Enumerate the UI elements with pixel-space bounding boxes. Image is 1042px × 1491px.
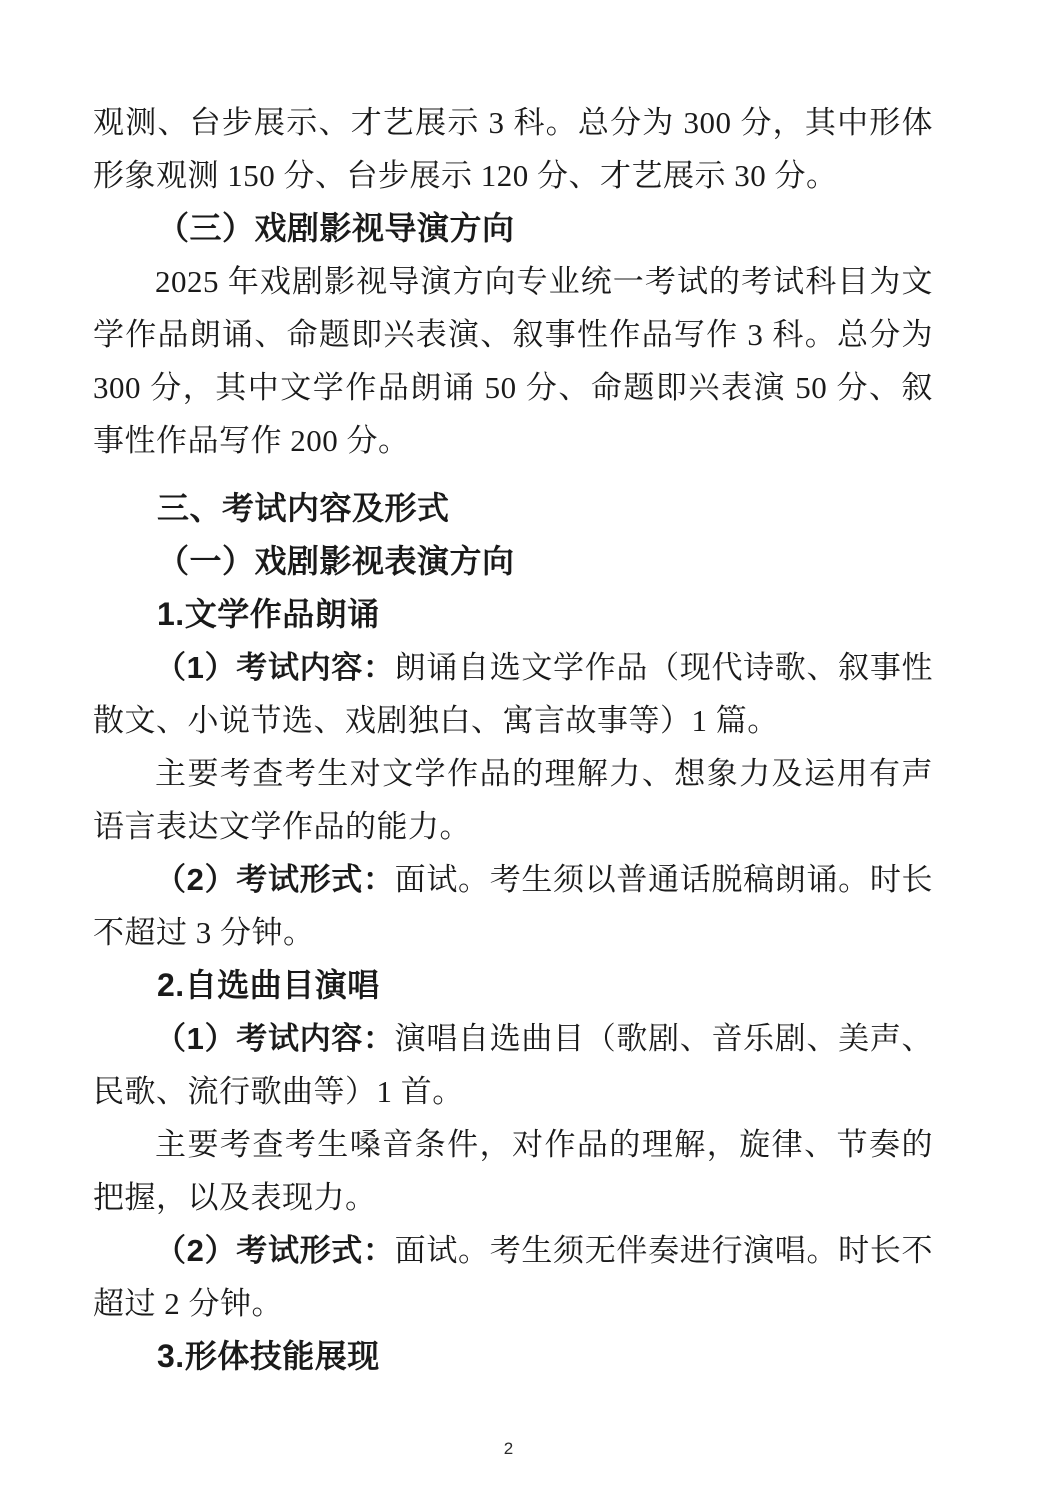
paragraph-exam-format-1	[93, 853, 933, 959]
numbered-heading-recitation: 1.文学作品朗诵	[157, 596, 380, 632]
paragraph-lead-text: 演唱自选曲目（歌剧、音乐剧、美声、民歌、流行歌曲等）1 首。	[93, 1021, 934, 1109]
document-body	[93, 96, 933, 1383]
paragraph-lead-label: （1）考试内容：	[155, 1021, 395, 1056]
page-number: 2	[503, 1439, 514, 1458]
paragraph-exam-content-2	[93, 1012, 933, 1118]
numbered-heading-singing: 2.自选曲目演唱	[157, 967, 380, 1003]
sub-heading-direction-1: （一）戏剧影视表演方向	[157, 543, 515, 579]
section-heading-exam-content: 三、考试内容及形式	[157, 490, 450, 526]
paragraph-lead-label: （2）考试形式：	[155, 862, 395, 897]
paragraph-exam-format-2	[93, 1224, 933, 1330]
paragraph-lead-text: 面试。考生须以普通话脱稿朗诵。时长不超过 3 分钟。	[93, 862, 934, 950]
paragraph-lead-label: （1）考试内容：	[155, 650, 395, 685]
paragraph-directing-overview: 2025 年戏剧影视导演方向专业统一考试的考试科目为文学作品朗诵、命题即兴表演、叙事性作品写作 3 科。总分为 300 分，其中文学作品朗诵 50 分、命题即兴表演 50 分、叙事性作品写作 200 分。	[93, 264, 933, 458]
paragraph-exam-content-1	[93, 641, 933, 747]
sub-heading-direction-3: （三）戏剧影视导演方向	[157, 210, 515, 246]
paragraph-assessment-recitation: 主要考查考生对文学作品的理解力、想象力及运用有声语言表达文学作品的能力。	[93, 756, 933, 844]
paragraph-assessment-singing: 主要考查考生嗓音条件，对作品的理解，旋律、节奏的把握，以及表现力。	[93, 1127, 933, 1215]
numbered-heading-physical-skills: 3.形体技能展现	[157, 1338, 380, 1374]
paragraph-lead-text: 朗诵自选文学作品（现代诗歌、叙事性散文、小说节选、戏剧独白、寓言故事等）1 篇。	[93, 650, 934, 738]
paragraph-lead-text: 面试。考生须无伴奏进行演唱。时长不超过 2 分钟。	[93, 1233, 934, 1321]
paragraph-lead-label: （2）考试形式：	[155, 1233, 395, 1268]
paragraph-continuation: 观测、台步展示、才艺展示 3 科。总分为 300 分，其中形体形象观测 150 分、台步展示 120 分、才艺展示 30 分。	[93, 105, 933, 193]
